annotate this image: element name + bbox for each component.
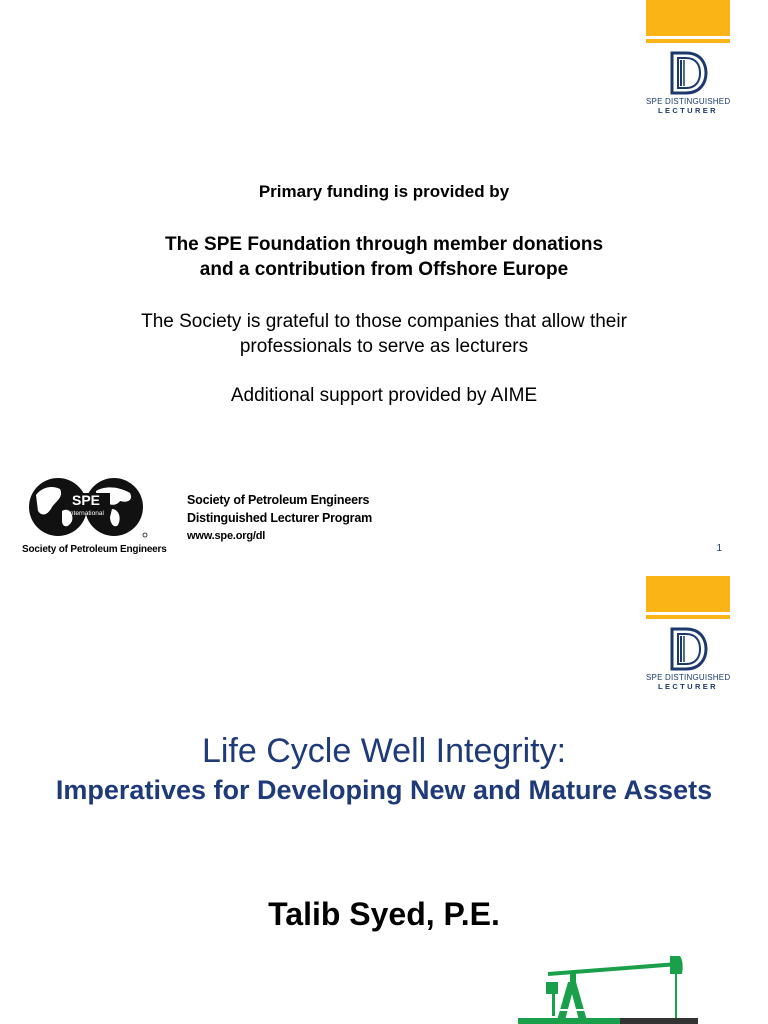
dl-badge (646, 0, 730, 115)
presentation-subtitle: Imperatives for Developing New and Mature Assets (55, 775, 713, 805)
badge-bar-thick (646, 576, 730, 612)
badge-text-line2: LECTURER (657, 106, 719, 115)
distinguished-d-logo-icon (668, 51, 708, 95)
badge-text-line1: SPE DISTINGUISHED (646, 673, 731, 682)
badge-bar-thin (646, 39, 730, 43)
slide-2 (0, 568, 768, 1024)
badge-bar-thin (646, 615, 730, 619)
grateful-line-2: professionals to serve as lecturers (239, 336, 529, 357)
program-line-2: Distinguished Lecturer Program (187, 511, 373, 525)
funding-sources (0, 232, 768, 282)
badge-bar-thick (646, 0, 730, 36)
dl-badge (646, 576, 730, 691)
program-info (187, 491, 372, 545)
spe-logo-caption: Society of Petroleum Engineers (22, 544, 167, 555)
program-url[interactable]: www.spe.org/dl (187, 530, 266, 542)
distinguished-d-logo-icon (668, 627, 708, 671)
spe-international-logo (22, 477, 172, 555)
page-number: 1 (716, 543, 722, 554)
emblem-text: SPE (71, 492, 101, 508)
program-line-1: Society of Petroleum Engineers (187, 493, 370, 507)
additional-support: Additional support provided by AIME (230, 385, 538, 406)
oil-pumpjack-icon (510, 952, 710, 1024)
emblem-subtext: International (68, 510, 104, 517)
funding-line-1: The SPE Foundation through member donations (164, 234, 604, 255)
globe-emblem-icon (22, 477, 152, 541)
grateful-line-1: The Society is grateful to those companies that allow their (141, 311, 627, 332)
funding-line-2: and a contribution from Offshore Europe (199, 259, 569, 280)
presentation-title: Life Cycle Well Integrity: (201, 732, 567, 770)
author-name: Talib Syed, P.E. (268, 896, 500, 932)
grateful-statement (0, 309, 768, 359)
badge-text-line1: SPE DISTINGUISHED (646, 97, 731, 106)
badge-text-line2: LECTURER (657, 682, 719, 691)
funding-intro: Primary funding is provided by (258, 182, 510, 201)
